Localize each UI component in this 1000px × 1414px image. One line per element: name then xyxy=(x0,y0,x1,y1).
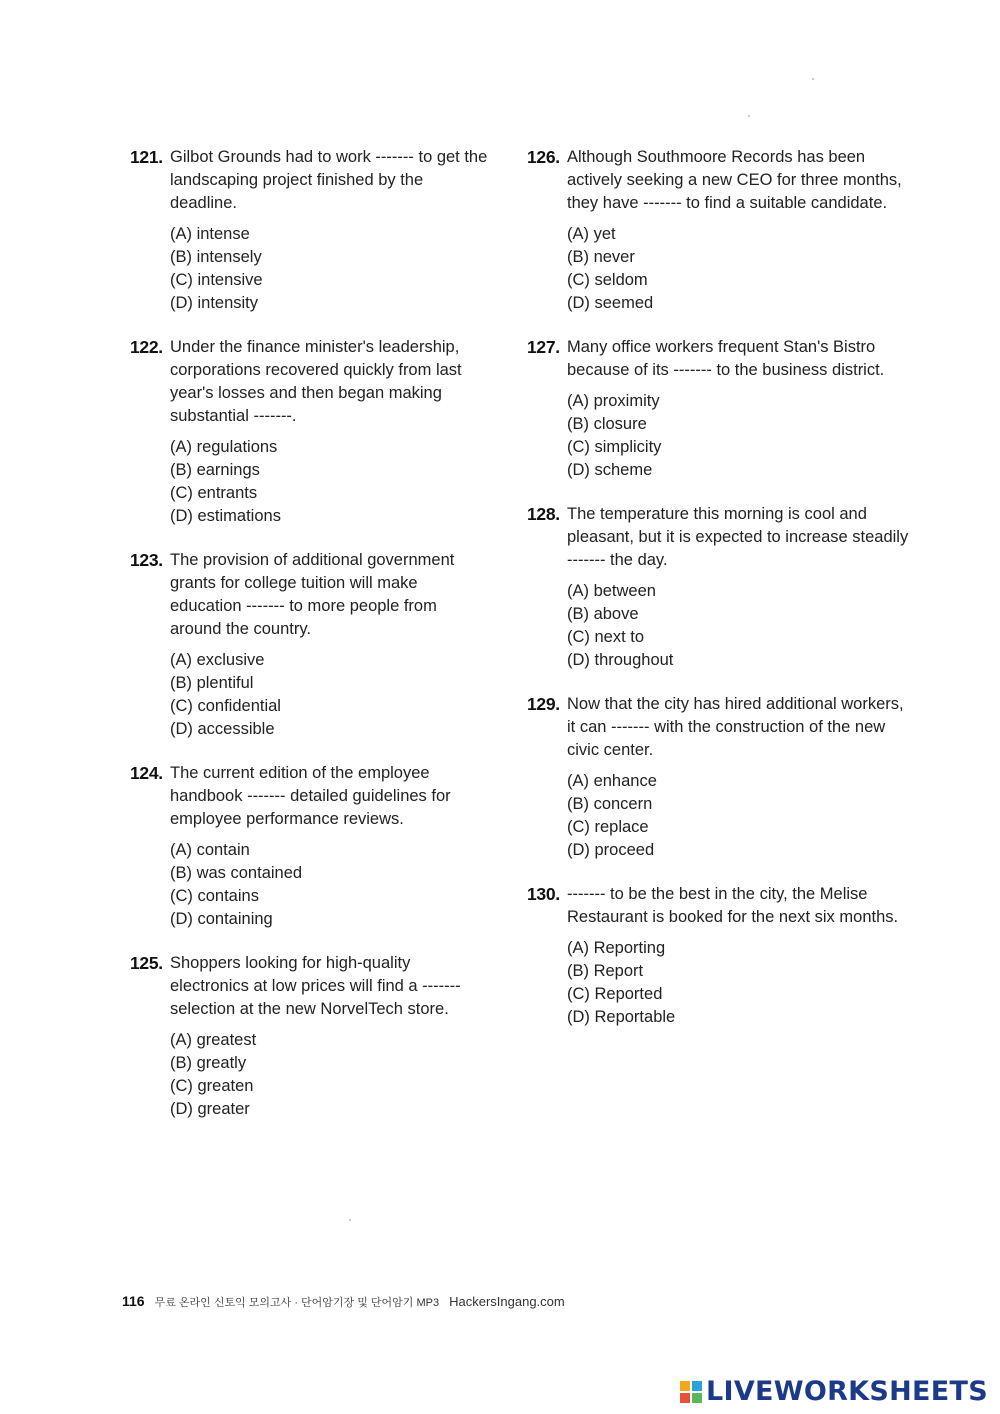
footer-site: HackersIngang.com xyxy=(449,1294,565,1309)
answer-option[interactable]: (B) concern xyxy=(567,795,653,813)
question-header xyxy=(130,336,490,428)
answer-option[interactable]: (D) estimations xyxy=(170,507,281,525)
question-122 xyxy=(130,336,490,528)
question-number: 124. xyxy=(130,763,163,783)
answer-options xyxy=(567,580,912,672)
question-129 xyxy=(527,693,912,862)
answer-option[interactable]: (A) between xyxy=(567,582,656,600)
question-stem: ------- to be the best in the city, the Melise Restaurant is booked for the next six months. xyxy=(567,885,899,926)
answer-option[interactable]: (B) earnings xyxy=(170,461,260,479)
answer-option[interactable]: (D) Reportable xyxy=(567,1008,676,1026)
question-number: 126. xyxy=(527,147,560,167)
answer-option[interactable]: (D) throughout xyxy=(567,651,674,669)
question-127 xyxy=(527,336,912,482)
answer-option[interactable]: (B) closure xyxy=(567,415,647,433)
answer-options xyxy=(567,223,912,315)
right-question-column xyxy=(527,146,912,1050)
answer-option[interactable]: (C) contains xyxy=(170,887,259,905)
question-number: 121. xyxy=(130,147,163,167)
answer-option[interactable]: (B) above xyxy=(567,605,639,623)
answer-options xyxy=(567,937,912,1029)
question-header xyxy=(130,549,490,641)
answer-options xyxy=(567,770,912,862)
question-128 xyxy=(527,503,912,672)
answer-option[interactable]: (C) seldom xyxy=(567,271,648,289)
answer-options xyxy=(170,839,490,931)
answer-option[interactable]: (D) containing xyxy=(170,910,273,928)
liveworksheets-logo-icon xyxy=(680,1381,702,1403)
answer-options xyxy=(567,390,912,482)
answer-option[interactable]: (A) Reporting xyxy=(567,939,666,957)
question-header xyxy=(130,952,490,1021)
answer-option[interactable]: (B) was contained xyxy=(170,864,303,882)
answer-option[interactable]: (C) simplicity xyxy=(567,438,662,456)
answer-option[interactable]: (C) intensive xyxy=(170,271,263,289)
answer-option[interactable]: (A) enhance xyxy=(567,772,657,790)
answer-option[interactable]: (C) confidential xyxy=(170,697,281,715)
answer-option[interactable]: (B) intensely xyxy=(170,248,262,266)
footer-text: 무료 온라인 신토익 모의고사 · 단어암기장 및 단어암기 MP3 xyxy=(154,1297,440,1309)
question-121 xyxy=(130,146,490,315)
answer-option[interactable]: (A) intense xyxy=(170,225,250,243)
scan-speck xyxy=(748,115,750,117)
question-number: 122. xyxy=(130,337,163,357)
answer-option[interactable]: (A) contain xyxy=(170,841,250,859)
question-number: 125. xyxy=(130,953,163,973)
answer-option[interactable]: (A) proximity xyxy=(567,392,660,410)
question-number: 127. xyxy=(527,337,560,357)
answer-option[interactable]: (B) never xyxy=(567,248,635,266)
question-123 xyxy=(130,549,490,741)
answer-option[interactable]: (D) seemed xyxy=(567,294,654,312)
question-number: 130. xyxy=(527,884,560,904)
answer-option[interactable]: (D) proceed xyxy=(567,841,655,859)
question-130 xyxy=(527,883,912,1029)
answer-option[interactable]: (D) greater xyxy=(170,1100,250,1118)
page-footer xyxy=(122,1293,565,1310)
scan-speck xyxy=(812,78,814,80)
left-question-column xyxy=(130,146,490,1142)
question-number: 129. xyxy=(527,694,560,714)
question-stem: Gilbot Grounds had to work ------- to get the landscaping project finished by the deadline. xyxy=(170,148,488,212)
question-stem: Shoppers looking for high-quality electronics at low prices will find a ------- selection at the new NorvelTech store. xyxy=(170,954,461,1018)
answer-options xyxy=(170,1029,490,1121)
liveworksheets-brand xyxy=(680,1376,988,1407)
question-stem: Many office workers frequent Stan's Bistro because of its ------- to the business district. xyxy=(567,338,885,379)
answer-option[interactable]: (D) intensity xyxy=(170,294,259,312)
answer-options xyxy=(170,649,490,741)
question-number: 128. xyxy=(527,504,560,524)
question-header xyxy=(130,762,490,831)
answer-option[interactable]: (D) accessible xyxy=(170,720,275,738)
answer-options xyxy=(170,223,490,315)
question-stem: Now that the city has hired additional workers, it can ------- with the construction of the new civic center. xyxy=(567,695,904,759)
answer-option[interactable]: (C) Reported xyxy=(567,985,663,1003)
question-header xyxy=(527,336,912,382)
question-125 xyxy=(130,952,490,1121)
page-number: 116 xyxy=(122,1293,145,1309)
answer-option[interactable]: (A) regulations xyxy=(170,438,278,456)
question-stem: The current edition of the employee handbook ------- detailed guidelines for employee performance reviews. xyxy=(170,764,451,828)
question-stem: The provision of additional government grants for college tuition will make education ------- to more people from around the country. xyxy=(170,551,455,638)
answer-options xyxy=(170,436,490,528)
answer-option[interactable]: (C) replace xyxy=(567,818,649,836)
question-header xyxy=(527,503,912,572)
question-stem: Under the finance minister's leadership, corporations recovered quickly from last year's losses and then began making substantial -------. xyxy=(170,338,462,425)
answer-option[interactable]: (D) scheme xyxy=(567,461,653,479)
answer-option[interactable]: (B) plentiful xyxy=(170,674,254,692)
answer-option[interactable]: (C) entrants xyxy=(170,484,258,502)
answer-option[interactable]: (C) next to xyxy=(567,628,645,646)
question-number: 123. xyxy=(130,550,163,570)
brand-name: LIVEWORKSHEETS xyxy=(705,1376,988,1407)
answer-option[interactable]: (A) exclusive xyxy=(170,651,265,669)
question-124 xyxy=(130,762,490,931)
answer-option[interactable]: (A) yet xyxy=(567,225,616,243)
answer-option[interactable]: (B) greatly xyxy=(170,1054,247,1072)
answer-option[interactable]: (C) greaten xyxy=(170,1077,254,1095)
question-header xyxy=(527,146,912,215)
question-stem: Although Southmoore Records has been actively seeking a new CEO for three months, they have ------- to find a suitable candidate. xyxy=(567,148,902,212)
question-stem: The temperature this morning is cool and pleasant, but it is expected to increase steadily ------- the day. xyxy=(567,505,909,569)
question-126 xyxy=(527,146,912,315)
question-header xyxy=(130,146,490,215)
question-header xyxy=(527,883,912,929)
answer-option[interactable]: (B) Report xyxy=(567,962,644,980)
question-header xyxy=(527,693,912,762)
answer-option[interactable]: (A) greatest xyxy=(170,1031,257,1049)
scan-speck xyxy=(349,1219,351,1221)
